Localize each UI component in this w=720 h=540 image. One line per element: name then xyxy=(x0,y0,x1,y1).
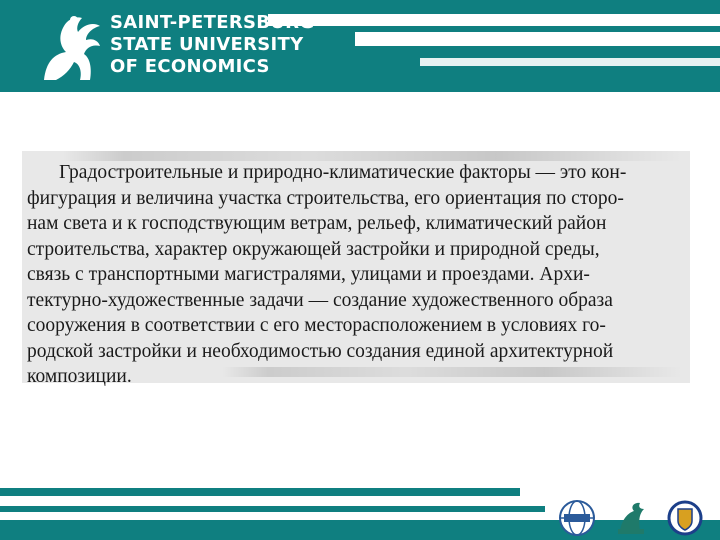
excerpt-line: строительства, характер окружающей застройки и природной среды, xyxy=(27,238,600,260)
slide-header xyxy=(0,0,720,92)
university-name-line: OF ECONOMICS xyxy=(110,56,270,77)
header-stripe xyxy=(268,14,720,26)
globe-emblem-icon xyxy=(556,499,598,537)
header-stripe xyxy=(420,58,720,66)
university-name-line: STATE UNIVERSITY xyxy=(110,34,304,55)
footer-logos xyxy=(556,498,706,538)
university-name xyxy=(110,12,314,78)
excerpt-line: фигурация и величина участка строительства, его ориентация по сторо- xyxy=(27,187,624,209)
footer-stripe xyxy=(0,488,520,496)
griffin-logo-icon xyxy=(36,10,106,84)
excerpt-line: родской застройки и необходимостью создания единой архитектурной xyxy=(27,340,614,362)
shield-emblem-icon xyxy=(664,499,706,537)
excerpt-body xyxy=(27,160,685,390)
university-crest-icon xyxy=(610,499,652,537)
excerpt-line: композиции. xyxy=(27,366,132,387)
excerpt-line: связь с транспортными магистралями, улицами и проездами. Архи- xyxy=(27,264,590,285)
scanned-text-excerpt xyxy=(22,151,690,387)
excerpt-line: Градостроительные и природно-климатические факторы — это кон- xyxy=(59,162,627,183)
excerpt-line: тектурно-художественные задачи — создание художественного образа xyxy=(27,289,613,311)
excerpt-line: нам света и к господствующим ветрам, рельеф, климатический район xyxy=(27,213,607,234)
footer-stripe xyxy=(0,506,545,512)
university-name-line: SAINT-PETERSBURG xyxy=(110,12,315,33)
header-stripe xyxy=(355,32,720,46)
excerpt-line: сооружения в соответствии с его месторасположением в условиях го- xyxy=(27,315,606,336)
